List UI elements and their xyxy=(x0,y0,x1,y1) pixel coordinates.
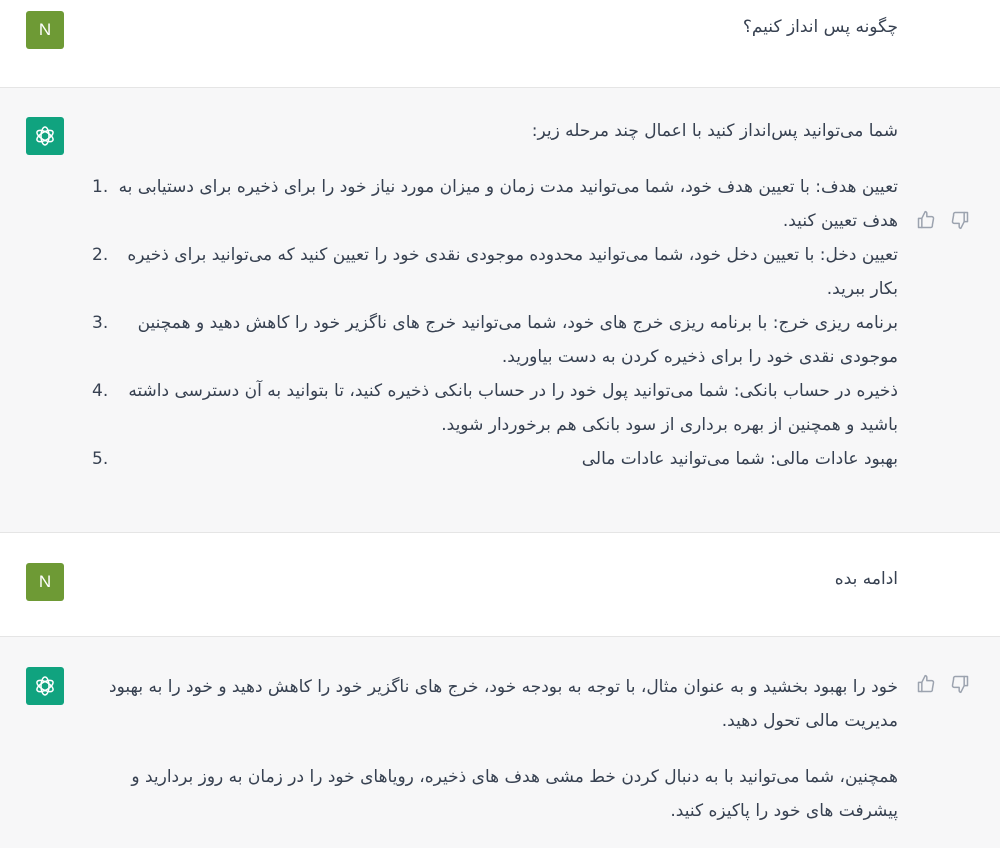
thumbs-up-icon[interactable] xyxy=(916,674,936,694)
user-avatar: N xyxy=(26,563,64,601)
steps-list xyxy=(92,170,898,476)
list-item: 3. برنامه ریزی خرج: با برنامه ریزی خرج های خود، شما می‌توانید خرج های ناگزیر خود را کاهش دهید و همچنین موجودی نقدی خود را برای ذخیره کردن به دست بیاورید. xyxy=(92,313,898,367)
message-assistant-2 xyxy=(0,637,1000,848)
feedback-actions xyxy=(916,674,970,694)
message-text xyxy=(92,114,898,476)
message-user-2 xyxy=(0,533,1000,637)
paragraph: همچنین، شما می‌توانید با به دنبال کردن خط مشی هدف های ذخیره، رویاهای خود را در زمان به روز بردارید و پیشرفت های خود را پاکیزه کنید. xyxy=(131,767,898,821)
feedback-actions xyxy=(916,210,970,230)
list-item: 5. بهبود عادات مالی: شما می‌توانید عادات مالی xyxy=(92,449,898,469)
user-avatar: N xyxy=(26,11,64,49)
message-user-1 xyxy=(0,0,1000,88)
message-assistant-1 xyxy=(0,88,1000,533)
list-item: 4. ذخیره در حساب بانکی: شما می‌توانید پول خود را در حساب بانکی ذخیره کنید، تا بتوانید به آن دسترسی داشته باشید و همچنین از بهره برداری از سود بانکی هم برخوردار شوید. xyxy=(92,381,898,435)
message-text: ادامه بده xyxy=(834,569,898,589)
list-item: 2. تعیین دخل: با تعیین دخل خود، شما می‌توانید محدوده موجودی نقدی خود را تعیین کنید که می‌توانید برای ذخیره بکار ببرید. xyxy=(92,245,898,299)
thumbs-down-icon[interactable] xyxy=(950,210,970,230)
list-item: 1. تعیین هدف: با تعیین هدف خود، شما می‌توانید مدت زمان و میزان مورد نیاز خود را برای ذخیره برای دستیابی به هدف تعیین کنید. xyxy=(92,177,898,231)
openai-logo-icon xyxy=(26,667,64,705)
message-text: چگونه پس انداز کنیم؟ xyxy=(742,17,898,37)
thumbs-up-icon[interactable] xyxy=(916,210,936,230)
thumbs-down-icon[interactable] xyxy=(950,674,970,694)
openai-logo-icon xyxy=(26,117,64,155)
message-text xyxy=(92,670,898,828)
paragraph: خود را بهبود بخشید و به عنوان مثال، با توجه به بودجه خود، خرج های ناگزیر خود را کاهش دهید و خود را به بهبود مدیریت مالی تحول دهید. xyxy=(109,677,898,731)
intro-text: شما می‌توانید پس‌انداز کنید با اعمال چند مرحله زیر: xyxy=(531,121,898,141)
